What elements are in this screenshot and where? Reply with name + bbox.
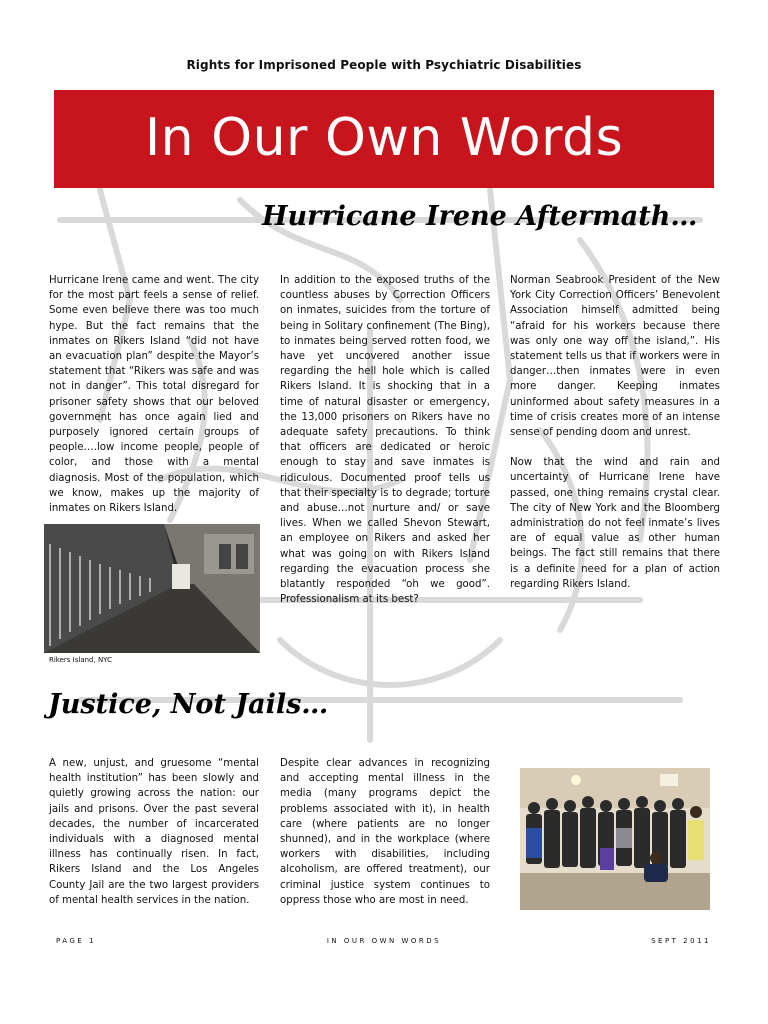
article-column-2 [280, 756, 490, 923]
paragraph: Despite clear advances in recognizing and accepting mental illness in the media (many programs depict the problems associated with it), in health care (where patients are no longer shunned), and in the workplace (where workers with disabilities, including alcoholism, are offered treatment), our criminal justice system continues to oppress those who are most in need. [280, 758, 490, 906]
paragraph: Now that the wind and rain and uncertainty of Hurricane Irene have passed, one thing remains crystal clear. The city of New York and the Bloomberg administration do not feel inmate’s lives are of equal value as other human beings. The fact still remains that there is a definite need for a plan of action regarding Rikers Island. [510, 457, 720, 590]
organization-name: Rights for Imprisoned People with Psychiatric Disabilities [186, 58, 582, 72]
article-headline: Hurricane Irene Aftermath… [262, 201, 698, 232]
paragraph: Hurricane Irene came and went. The city for the most part feels a sense of relief. Some even believe there was too much hype. But the fact remains that the inmates on Rikers Island “did not have an evacuation plan” despite the Mayor’s statement that “Rikers was safe and was not in danger”. This total disregard for prisoner safety shows that our beloved government has once again lied and purposely ignored certain groups of people….low income people, people of color, and those with a mental diagnosis. Most of the population, which we know, makes up the majority of inmates on Rikers Island. [49, 275, 259, 515]
article-column-1 [49, 756, 259, 923]
prison-corridor-photo [44, 524, 260, 653]
article-headline: Justice, Not Jails… [48, 689, 329, 720]
paragraph: In addition to the exposed truths of the countless abuses by Correction Officers on inmates, suicides from the torture of being in Solitary confinement (The Bing), to inmates being served rotten food, we have yet uncovered another issue regarding the hell hole which is called Rikers Island. It is shocking that in a time of natural disaster or emergency, the 13,000 prisoners on Rikers have no adequate safety precautions. To think that officers are dedicated or heroic enough to stay and save inmates is ridiculous. Documented proof tells us that their specialty is to degrade; torture and abuse…not nurture and/ or save lives. When we called Shevon Stewart, an employee on Rikers and asked her what was going on with Rikers Island regarding the evacuation process she blatantly responded “oh we good”. Professionalism at its best? [280, 275, 490, 606]
footer-title: IN OUR OWN WORDS [326, 937, 442, 945]
issue-date: SEPT 2011 [651, 937, 711, 945]
photo-caption: Rikers Island, NYC [49, 656, 112, 664]
paragraph: Norman Seabrook President of the New York City Correction Officers’ Benevolent Association himself admitted being “afraid for his workers because there was only one way off the island,”. His statement tells us that if workers were in danger…then inmates were in even more danger. Keeping inmates uninformed about safety measures in a time of crisis creates more of an intense sense of pending doom and unrest. [510, 275, 720, 439]
article-column-2 [280, 273, 490, 622]
article-column-1 [49, 273, 259, 531]
page-number: PAGE 1 [56, 937, 96, 945]
masthead-banner [54, 90, 714, 188]
newsletter-title: In Our Own Words [144, 108, 624, 168]
group-photo [520, 768, 710, 910]
article-column-3 [510, 273, 720, 607]
paragraph: A new, unjust, and gruesome “mental health institution” has been slowly and quietly growing across the nation: our jails and prisons. Over the past several decades, the number of incarcerated individuals with a diagnosed mental illness has continually risen. In fact, Rikers Island and the Los Angeles County Jail are the two largest providers of mental health services in the nation. [49, 758, 259, 906]
